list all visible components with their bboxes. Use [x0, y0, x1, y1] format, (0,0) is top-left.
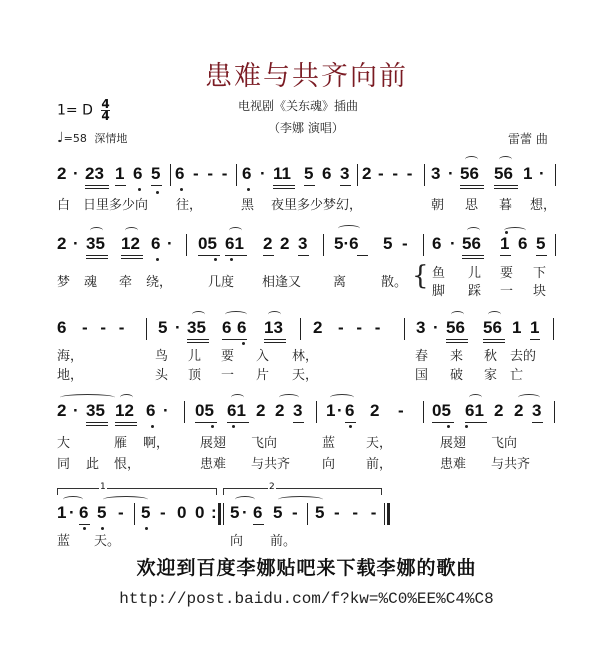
note: 6: [133, 164, 143, 183]
note: 6: [79, 503, 89, 522]
note: 35: [86, 401, 105, 420]
note: 3: [532, 401, 542, 420]
volta-number: 1: [100, 482, 106, 492]
note: 5: [536, 234, 546, 253]
tempo-value: =58: [63, 132, 87, 145]
note: 56: [483, 318, 502, 337]
note: 6: [151, 234, 161, 253]
note: 5: [151, 164, 161, 183]
volta-number: 2: [269, 482, 275, 492]
lyric: 要: [221, 349, 235, 364]
lyric: 下: [533, 266, 547, 281]
dot-extension: ·: [448, 164, 454, 183]
note: 3: [340, 164, 350, 183]
time-sig-top: 4: [101, 97, 110, 111]
dash: -: [118, 503, 124, 522]
lyric: 几度: [208, 275, 235, 290]
note: 2: [57, 401, 67, 420]
lyric: 亡: [510, 368, 524, 383]
key-label: 1= D: [57, 102, 93, 119]
note: 05: [432, 401, 451, 420]
note: 5: [315, 503, 325, 522]
note: 1: [500, 234, 510, 253]
lyric: 儿: [468, 266, 482, 281]
dash: -: [292, 503, 298, 522]
note: 1: [530, 318, 540, 337]
note: 2: [370, 401, 380, 420]
lyric: 片: [256, 368, 270, 383]
note: 05: [198, 234, 217, 253]
note: 5: [383, 234, 393, 253]
note: 2: [494, 401, 504, 420]
dash: - - -: [338, 318, 385, 337]
note: 5: [230, 503, 240, 522]
lyric: 踩: [468, 284, 482, 299]
lyric: 与共齐: [251, 457, 291, 472]
lyric: 梦: [57, 275, 71, 290]
expression: 深情地: [94, 132, 128, 145]
note: 6: [242, 164, 252, 183]
lyric: 飞向: [251, 436, 278, 451]
lyric: 要: [500, 266, 514, 281]
note: 5: [141, 503, 151, 522]
lyric: 朝: [431, 198, 445, 213]
note: 2: [514, 401, 524, 420]
dot-extension: ·: [73, 164, 79, 183]
lyric: 牵: [119, 275, 133, 290]
lyric: 顶: [188, 368, 202, 383]
lyric: 林，: [292, 349, 319, 364]
lyric: 鱼: [432, 266, 446, 281]
dot-extension: ·: [69, 503, 75, 522]
lyric: 天，: [366, 436, 393, 451]
note: 61: [225, 234, 244, 253]
dot-extension: ·: [433, 318, 439, 337]
note: 6: [146, 401, 156, 420]
note: 1: [326, 401, 336, 420]
dash: -: [398, 401, 404, 420]
note: 12: [121, 234, 140, 253]
lyric: 蓝: [322, 436, 336, 451]
note: 5: [97, 503, 107, 522]
note: 5: [158, 318, 168, 337]
note: 61: [227, 401, 246, 420]
lyric: 蓝: [57, 534, 71, 549]
note: 2: [313, 318, 323, 337]
note: 1: [512, 318, 522, 337]
lyric: 魂: [84, 275, 98, 290]
note: 6: [222, 318, 232, 337]
lyric: 相逢又: [262, 275, 302, 290]
note: 1: [115, 164, 125, 183]
lyric: 向: [322, 457, 336, 472]
verse-brace: {: [412, 261, 429, 291]
time-sig-bottom: 4: [101, 109, 110, 123]
dot-extension: ·: [175, 318, 181, 337]
first-ending-bracket: [57, 482, 217, 495]
lyric: 同: [57, 457, 71, 472]
note: 3: [298, 234, 308, 253]
lyric: 国: [415, 368, 429, 383]
dot-extension: ·: [163, 401, 169, 420]
note: 35: [86, 234, 105, 253]
performer: （李娜 演唱）: [268, 121, 344, 135]
dash: - - -: [193, 164, 230, 183]
lyric: 入: [256, 349, 270, 364]
subtitle: 电视剧《关东魂》插曲: [238, 99, 359, 113]
note: 6: [518, 234, 528, 253]
lyric: 前。: [270, 534, 297, 549]
lyric: 一: [500, 284, 514, 299]
lyric: 思: [465, 198, 479, 213]
note: 35: [187, 318, 206, 337]
key-signature: [57, 99, 110, 122]
note: 11: [273, 164, 291, 183]
dot-extension: ·: [242, 503, 248, 522]
dot-extension: ·: [167, 234, 173, 253]
lyric: 秋: [484, 349, 498, 364]
note: 2: [362, 164, 372, 183]
note: 6: [432, 234, 442, 253]
rest: 0: [177, 503, 187, 522]
note: 2: [57, 164, 67, 183]
time-signature: [101, 99, 109, 122]
lyric: 与共齐: [491, 457, 531, 472]
second-ending-bracket: [223, 482, 382, 495]
note: 2: [280, 234, 290, 253]
note: 05: [195, 401, 214, 420]
lyric: 家: [484, 368, 498, 383]
dash: - - -: [334, 503, 381, 522]
lyric: 离: [333, 275, 347, 290]
lyric: 患难: [200, 457, 227, 472]
note: 3: [431, 164, 441, 183]
dot-extension: ·: [260, 164, 266, 183]
lyric: 儿: [188, 349, 202, 364]
lyric: 绕，: [146, 275, 173, 290]
lyric: 破: [450, 368, 464, 383]
dash: -: [160, 503, 166, 522]
dash: -: [402, 234, 408, 253]
note: 1: [523, 164, 533, 183]
note: 2: [275, 401, 285, 420]
note: 56: [494, 164, 513, 183]
lyric: 展翅: [440, 436, 467, 451]
lyric: 想，: [530, 198, 557, 213]
note: 2: [57, 234, 67, 253]
note: 12: [115, 401, 134, 420]
note: 56: [462, 234, 481, 253]
lyric: 患难: [440, 457, 467, 472]
note: 6: [57, 318, 67, 337]
promo-text: 欢迎到百度李娜贴吧来下载李娜的歌曲: [136, 557, 477, 579]
repeat-sign: :: [211, 503, 217, 522]
dot-extension: ·: [73, 401, 79, 420]
dash: - - -: [378, 164, 415, 183]
lyric: 一: [221, 368, 235, 383]
note: 6: [253, 503, 263, 522]
note: 23: [85, 164, 104, 183]
lyric: 去的: [510, 349, 537, 364]
lyric: 地，: [57, 368, 84, 383]
lyric: 啊，: [143, 436, 170, 451]
lyric: 来: [450, 349, 464, 364]
lyric: 海，: [57, 349, 84, 364]
note: 1: [57, 503, 67, 522]
note: 5: [304, 164, 314, 183]
lyric: 前，: [366, 457, 393, 472]
note: 13: [264, 318, 283, 337]
lyric: 天。: [94, 534, 121, 549]
dot-extension: ·: [450, 234, 456, 253]
lyric: 天，: [292, 368, 319, 383]
dot-extension: ·: [337, 401, 343, 420]
lyric: 暮: [499, 198, 513, 213]
lyric: 向: [230, 534, 244, 549]
lyric: 大: [57, 436, 71, 451]
lyric: 日里多少向: [83, 198, 149, 213]
rest: 0: [195, 503, 205, 522]
lyric: 夜里多少梦幻，: [271, 198, 363, 213]
note: 5: [273, 503, 283, 522]
note: 6: [322, 164, 332, 183]
note: 61: [465, 401, 484, 420]
lyric: 展翅: [200, 436, 227, 451]
note: 5·6: [334, 234, 359, 253]
note: 3: [293, 401, 303, 420]
note: 2: [263, 234, 273, 253]
lyric: 飞向: [491, 436, 518, 451]
composer: 雷蕾 曲: [508, 132, 548, 146]
note: 6: [237, 318, 247, 337]
quarter-note-icon: ♩: [57, 130, 64, 146]
lyric: 块: [533, 284, 547, 299]
dash: - - -: [82, 318, 129, 337]
note: 2: [256, 401, 266, 420]
lyric: 此: [86, 457, 100, 472]
lyric: 鸟: [155, 349, 169, 364]
note: 56: [460, 164, 479, 183]
lyric: 黑: [241, 198, 255, 213]
song-title: 患难与共齐向前: [205, 61, 408, 92]
promo-url[interactable]: http://post.baidu.com/f?kw=%C0%EE%C4%C8: [119, 590, 494, 608]
lyric: 脚: [432, 284, 446, 299]
dot-extension: ·: [73, 234, 79, 253]
note: 3: [416, 318, 426, 337]
note: 6: [175, 164, 185, 183]
lyric: 散。: [381, 275, 408, 290]
tempo-marking: [57, 130, 127, 146]
lyric: 雁: [114, 436, 128, 451]
lyric: 往，: [176, 198, 203, 213]
note: 6: [345, 401, 355, 420]
lyric: 头: [155, 368, 169, 383]
lyric: 恨，: [114, 457, 141, 472]
note: 56: [446, 318, 465, 337]
lyric: 白: [57, 198, 71, 213]
dot-extension: ·: [539, 164, 545, 183]
lyric: 春: [415, 349, 429, 364]
